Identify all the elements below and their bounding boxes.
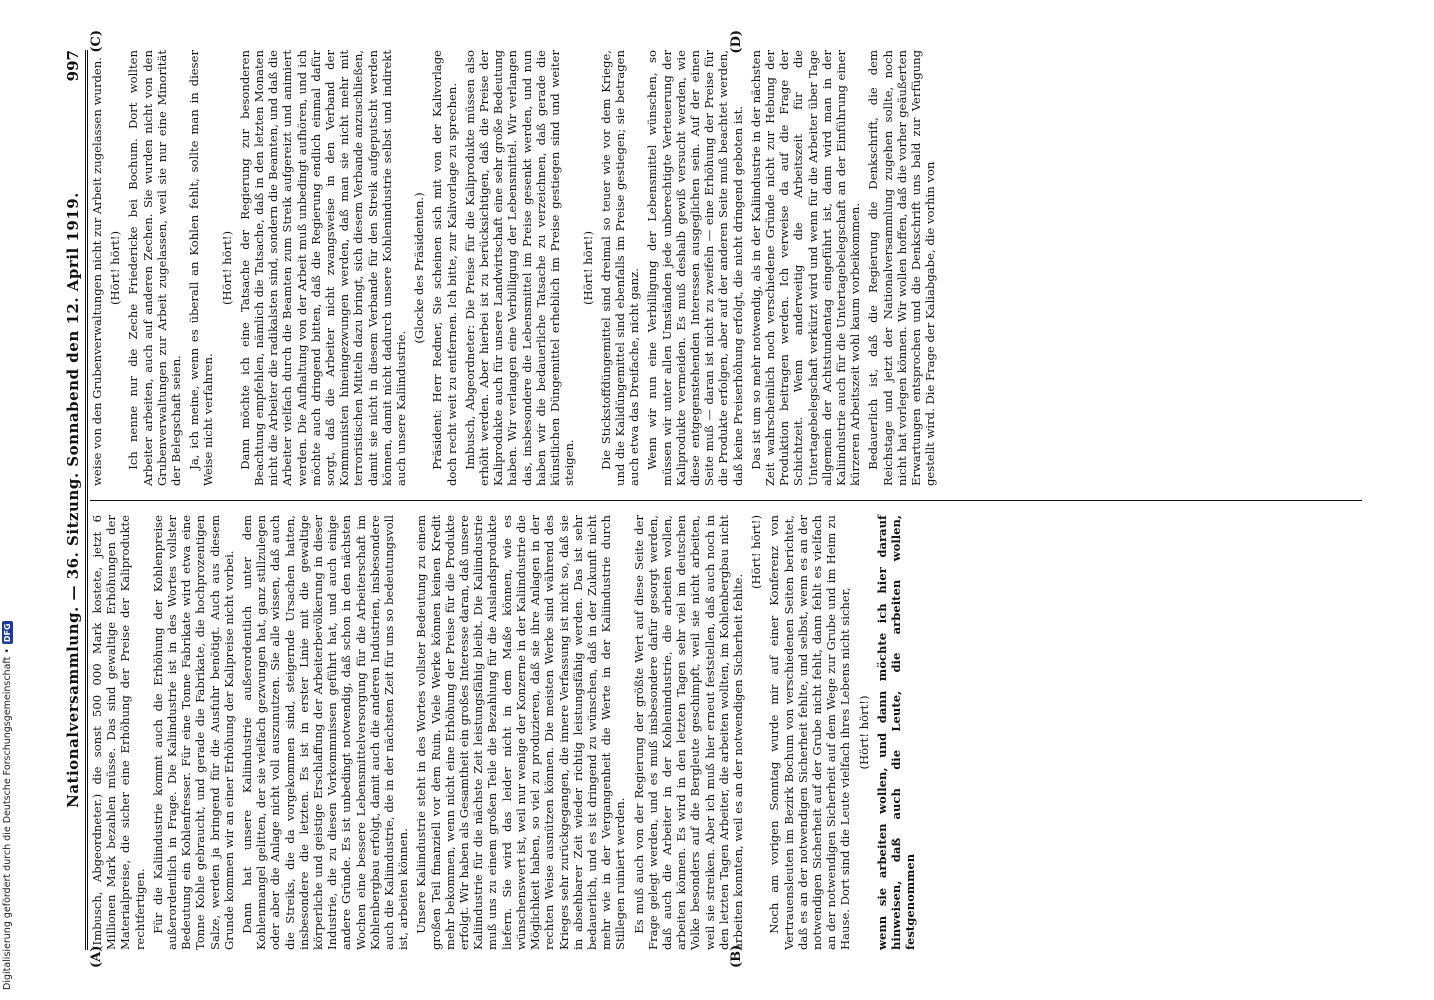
paragraph: Das ist um so mehr notwendig, als in der Kaliindustrie in der nächsten Zeit wahrscheinlich noch verschiedene Gründe nicht zur Hebung der Produktion beitragen werden. Ich verweise da auf die Frage der Schichtzeit. Wenn anderweitig die Arbeitszeit für die Untertagebelegschaft verkürzt wird und wenn für die Arbeiter über Tage allgemein der Achtstundentag eingeführt ist, dann wird man in der Kaliindustrie auch für die Untertagebelegschaft an der Einführung einer kürzeren Arbeitszeit wohl kaum vorbeikommen. (748, 50, 863, 486)
paragraph: Die Stickstoffdüngemittel sind dreimal so teuer wie vor dem Kriege, und die Kalidüngemittel sind ebenfalls im Preise gestiegen; sie betragen auch etwa das Dreifache, nicht ganz. (598, 50, 642, 486)
marker-c: (C) (89, 30, 104, 53)
interjection: (Hört! hört!) (108, 231, 123, 305)
paragraph: weise von den Grubenverwaltungen nicht zur Arbeit zugelassen wurden. (90, 57, 104, 486)
speaker-paragraph: Imbusch, Abgeordneter: Die Preise für die Kaliprodukte müssen also erhöht werden. Aber hierbei ist zu berücksichtigen, daß die Preise der Kaliprodukte auch für unsere Landwirtschaft eine sehr große Bedeutung haben. Wir verlangen eine Verbilligung der Lebensmittel. Wir verlangen das, insbesondere die Lebensmittel im Preise gesenkt werden, und nun haben wir die bedauerliche Tatsache zu verzeichnen, daß gerade die künstlichen Düngemittel erheblich im Preise gestiegen sind und weiter steigen. (462, 50, 577, 486)
paragraph: Ja, ich meine, wenn es überall an Kohlen fehlt, sollte man in dieser Weise nicht verfahren. (187, 50, 216, 486)
interjection: (Hört! hört!) (219, 231, 234, 305)
page-number: 997 (64, 50, 82, 82)
interjection: (Glocke des Präsidenten.) (412, 192, 427, 344)
paragraph: Bedauerlich ist, daß die Regierung die Denkschrift, die dem Reichstage und jetzt der Nationalversammlung zugehen sollte, noch nicht hat vorlegen können. Wir wollen hoffen, daß die vorher geäußerten Erwartungen entsprochen und die Denkschrift uns bald zur Verfügung gestellt wird. Die Frage der Kaliabgabe, die vorhin von (866, 50, 938, 486)
marker-a: (A) (89, 945, 104, 968)
interjection: (Hört! hört!) (749, 515, 764, 589)
digitization-credit (2, 621, 13, 990)
marker-d: (D) (729, 30, 744, 54)
paragraph: (Imbusch, Abgeordneter.) die sonst 500 000 Mark kostete, jetzt 6 Millionen Mark bezahlen müsse. Das sind gewaltige Erhöhungen der Materialpreise, die sicher eine Erhöhung der Preise der Kaliprodukte rechtfertigen. (90, 515, 147, 950)
paragraph: wenn sie arbeiten wollen, und dann möchte ich hier darauf hinweisen, daß auch die Leute, die arbeiten wollen, festgenommen (874, 515, 918, 950)
paragraph: Dann hat unsere Kaliindustrie außerordentlich unter dem Kohlenmangel gelitten, der sie vielfach gezwungen hat, ganz stillzulegen oder aber die Anlage nicht voll auszunutzen. Sie alle wissen, daß auch die Streiks, die da vorgekommen sind, steigernde Ursachen hatten, insbesondere die letzten. Es ist in erster Linie mit die gewaltige körperliche und geistige Erschlaffung der Arbeiterbevölkerung in dieser Industrie, die zu diesen Vorkommnissen geführt hat, und auch einige andere Gründe. Es ist unbedingt notwendig, daß schon in den nächsten Wochen eine bessere Lebensmittelversorgung für die Arbeiterschaft im Kohlenbergbau erfolgt, damit auch die anderen Industrien, insbesondere auch die Kaliindustrie, die in der nächsten Zeit für uns so bedeutungsvoll ist, arbeiten können. (240, 515, 411, 950)
left-column (89, 500, 1362, 968)
paragraph: Noch am vorigen Sonntag wurde mir auf einer Konferenz von Vertrauensleuten im Bezirk Bochum von verschiedenen Seiten berichtet, daß es an der notwendigen Sicherheit fehlte, und selbst, wenn es an der notwendigen Sicherheit auf der Grube nicht fehlt, dann fehlt es vielfach an der notwendigen Sicherheit auf dem Wege zur Grube und im Heim zu Hause. Dort sind die Leute vielfach ihres Lebens nicht sicher, (767, 515, 853, 950)
paragraph: Ich nenne nur die Zeche Friedericke bei Bochum. Dort wollten Arbeiter arbeiten, auch auf anderen Zechen. Sie wurden nicht von den Grubenverwaltungen zur Arbeit zugelassen, weil sie nur eine Minorität der Belegschaft seien. (126, 50, 184, 486)
page-title: Nationalversammlung. — 36. Sitzung. Sonnabend den 12. April 1919. (64, 192, 82, 808)
interjection: (Hört! hört!) (856, 695, 871, 770)
paragraph: Wenn wir nun eine Verbilligung der Lebensmittel wünschen, so müssen wir unter allen Umständen jede unberechtigte Verteuerung der Kaliprodukte vermeiden. Es muß deshalb gewiß versucht werden, wie diese entgegenstehenden Interessen ausgeglichen sein. Auf der einen Seite muß — daran ist nicht zu zweifeln — eine Erhöhung der Preise für die Produkte erfolgen, aber auf der anderen Seite muß beachtet werden, daß keine Preiserhöhung erfolgt, die nicht dringend geboten ist. (645, 50, 745, 486)
right-column (89, 30, 1362, 500)
credit-text: Digitalisierung gefördert durch die Deutsche Forschungsgemeinschaft • (2, 648, 13, 990)
interjection: (Hört! hört!) (580, 231, 595, 305)
page-header (56, 50, 88, 950)
paragraph: Unsere Kaliindustrie steht in des Wortes vollster Bedeutung zu einem großen Teil finanziell vor dem Ruin. Viele Werke können keinen Kredit mehr bekommen, wenn nicht eine Erhöhung der Preise für die Produkte erfolgt. Wir haben als Gesamtheit ein großes Interesse daran, daß unsere Kaliindustrie für die nächste Zeit leistungsfähig bleibt. Die Kaliindustrie muß uns zu einem großen Teile die Bezahlung für die Auslandsprodukte liefern. Sie wird das leider nicht in dem Maße können, wie es wünschenswert ist, weil nur wenige der Konzerne in der Kaliindustrie die Möglichkeit haben, so viel zu produzieren, daß sie ihre Anlagen in der rechten Weise ausnützen können. Die meisten Werke sind während des Krieges sehr zurückgegangen, die innere Verfassung ist nicht so, daß sie in absehbarer Zeit wieder richtig leistungsfähig werden. Das ist sehr bedauerlich, und es ist dringend zu wünschen, daß in der Zukunft nicht mehr wie in der Vergangenheit die Werte in der Kaliindustrie durch Stillegen ruiniert werden. (414, 515, 628, 950)
text-columns (89, 30, 1362, 968)
document-page (50, 30, 1370, 970)
speaker-paragraph: Präsident: Herr Redner, Sie scheinen sich mit von der Kalivorlage doch recht weit zu entfernen. Ich bitte, zur Kalivorlage zu sprechen. (430, 50, 459, 486)
dfg-logo-icon: DFG (3, 623, 12, 643)
paragraph: Es muß auch von der Regierung der größte Wert auf diese Seite der Frage gelegt werden, und es muß insbesondere dafür gesorgt werden, daß auch die Arbeiter in der Kohlenindustrie, die arbeiten wollen, arbeiten können. Es wird in den letzten Tagen sehr viel im deutschen Volke besonders auf die Bergleute geschimpft, weil sie nicht arbeiten, weil sie streiken. Aber ich muß hier erneut feststellen, daß auch noch in den letzten Tagen Arbeiter, die arbeiten wollten, im Kohlenbergbau nicht arbeiten konnten, weil es an der notwendigen Sicherheit fehlte. (631, 515, 745, 950)
paragraph: Dann möchte ich eine Tatsache der Regierung zur besonderen Beachtung empfehlen, nämlich die Tatsache, daß in den letzten Monaten nicht die Arbeiter die radikalsten sind, sondern die Beamten, und daß die Arbeiter vielfach durch die Beamten zum Streik aufgereizt und animiert werden. Die Aufhaltung von der Arbeit muß unbedingt aufhören, und ich möchte auch dringend bitten, daß die Regierung endlich einmal dafür sorgt, daß die Arbeiter nicht zwangsweise in den Verband der Kommunisten hineingezwungen werden, daß man sie nicht mehr mit terroristischen Mitteln dazu bringt, sich diesem Verbande anzuschließen, damit sie nicht in diesem Verbande für den Streik aufgeputscht werden können, damit nicht dadurch unsere Kohlenindustrie selbst und indirekt auch unsere Kaliindustrie. (237, 50, 409, 486)
sidebar-credit (0, 0, 18, 1000)
paragraph: Für die Kaliindustrie kommt auch die Erhöhung der Kohlenpreise außerordentlich in Frage. Die Kaliindustrie ist in des Wortes vollster Bedeutung ein Kohlenfresser. Für eine Tonne Fabrikate wird etwa eine Tonne Kohle gebraucht, und gerade die Fabrikate, die hochprozentigen Salze, werden ja bringend für die Ausfuhr benötigt. Auch aus diesem Grunde kommen wir an einer Erhöhung der Kalipreise nicht vorbei. (150, 515, 236, 950)
marker-b: (B) (729, 944, 744, 968)
